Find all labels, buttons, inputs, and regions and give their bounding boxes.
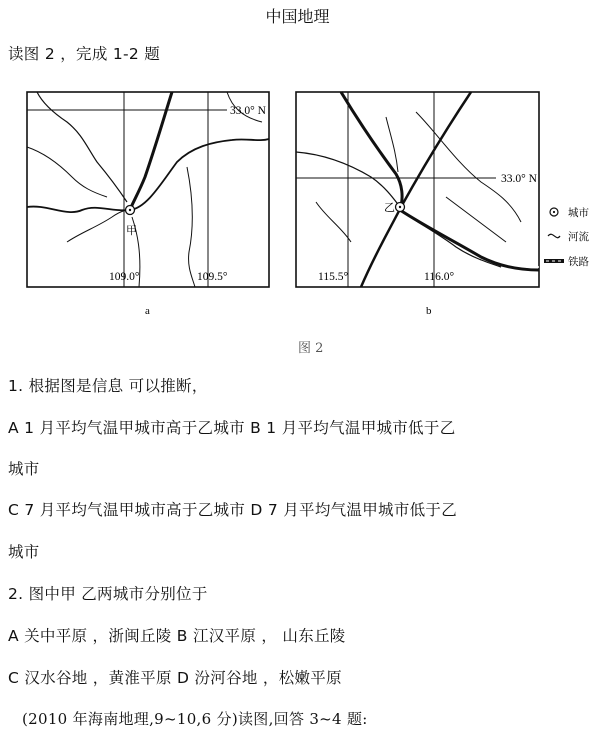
legend-railway-label: 铁路	[568, 257, 589, 268]
map-a-lat-label: 33.0° N	[230, 105, 266, 117]
map-a-frame	[27, 92, 269, 287]
legend-river-icon	[548, 234, 560, 237]
map-b-city-label: 乙	[384, 202, 395, 214]
q1-options-ab-cont: 城市	[8, 460, 40, 478]
legend-river-label: 河流	[568, 232, 589, 243]
map-b-river-2	[316, 202, 351, 242]
q2-options-cd: C 汉水谷地 ，黄淮平原 D 汾河谷地 ，松嫩平原	[8, 669, 342, 687]
map-b-frame	[296, 92, 539, 287]
map-a-lon-label-1: 109.0°	[109, 271, 140, 283]
map-b-railway-3	[400, 210, 539, 270]
q2-stem: 2. 图中甲 乙两城市分别位于	[8, 585, 208, 603]
map-a-city-label: 甲	[126, 225, 137, 237]
map-b	[296, 92, 539, 317]
map-a-river-4	[67, 210, 130, 242]
next-section-heading: (2010 年海南地理,9~10,6 分)读图,回答 3~4 题:	[22, 710, 368, 728]
map-a	[27, 92, 269, 317]
map-b-lat-label: 33.0° N	[501, 173, 537, 185]
map-b-river-5	[446, 197, 506, 242]
map-a-main-river	[27, 139, 269, 212]
map-a-sublabel: a	[145, 305, 150, 317]
page-title: 中国地理	[265, 7, 330, 26]
map-a-lon-label-2: 109.5°	[197, 271, 228, 283]
map-a-river-6	[187, 167, 195, 287]
figure-caption: 图 2	[298, 341, 324, 356]
figure-2	[0, 82, 595, 362]
map-b-lon-label-1: 115.5°	[318, 271, 349, 283]
q1-stem: 1. 根据图是信息 可以推断，	[8, 377, 208, 395]
map-a-river-3	[27, 147, 107, 197]
q2-options-ab: A 关中平原 ，浙闽丘陵 B 江汉平原 ， 山东丘陵	[8, 627, 346, 645]
map-b-railway-2	[361, 92, 471, 287]
map-b-lon-label-2: 116.0°	[424, 271, 455, 283]
legend-city-label: 城市	[568, 208, 589, 219]
q1-options-cd-cont: 城市	[8, 543, 40, 561]
map-b-river-4	[416, 112, 521, 222]
map-b-railway-1	[341, 92, 402, 210]
q1-options-cd: C 7 月平均气温甲城市高于乙城市 D 7 月平均气温甲城市低于乙	[8, 501, 458, 519]
map-b-sublabel: b	[426, 305, 432, 317]
intro-text: 读图 2 ，完成 1-2 题	[8, 45, 161, 63]
q1-options-ab: A 1 月平均气温甲城市高于乙城市 B 1 月平均气温甲城市低于乙	[8, 419, 456, 437]
legend	[544, 206, 589, 268]
